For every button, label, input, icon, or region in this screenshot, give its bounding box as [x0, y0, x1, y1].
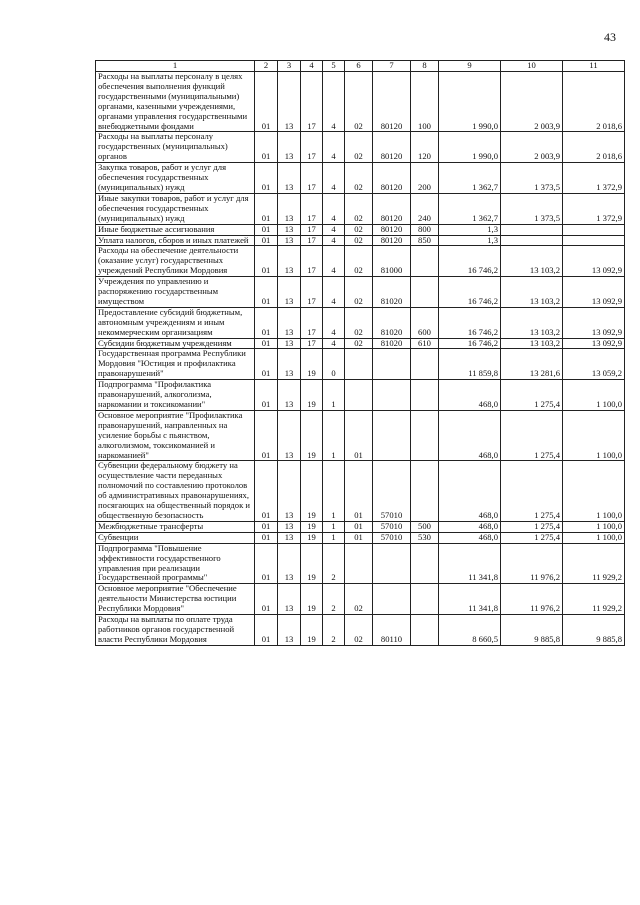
code-2-cell: 01: [255, 584, 278, 615]
amount-9-cell: 1 362,7: [439, 163, 501, 194]
amount-10-cell: 2 003,9: [501, 72, 563, 132]
code-6-cell: 02: [345, 132, 373, 163]
code-5-cell: 2: [323, 584, 345, 615]
amount-10-cell: 1 275,4: [501, 461, 563, 521]
code-2-cell: 01: [255, 163, 278, 194]
amount-10-cell: 11 976,2: [501, 584, 563, 615]
amount-9-cell: 468,0: [439, 410, 501, 461]
code-4-cell: 17: [301, 307, 323, 338]
code-4-cell: 17: [301, 193, 323, 224]
table-row: [96, 380, 625, 411]
code-5-cell: 4: [323, 307, 345, 338]
code-6-cell: 02: [345, 338, 373, 349]
code-3-cell: 13: [278, 349, 301, 380]
item-name-cell: Основное мероприятие "Профилактика правонарушений, направленных на усиление борьбы с пьянством, алкоголизмом, токсикоманией и наркоманией": [96, 410, 255, 461]
item-name-cell: Расходы на обеспечение деятельности (оказание услуг) государственных учреждений Республики Мордовия: [96, 246, 255, 277]
code-5-cell: 4: [323, 338, 345, 349]
code-7-cell: 81020: [373, 277, 411, 308]
column-header: 9: [439, 61, 501, 72]
amount-11-cell: 1 100,0: [563, 410, 625, 461]
item-name-cell: Закупка товаров, работ и услуг для обеспечения государственных (муниципальных) нужд: [96, 163, 255, 194]
amount-10-cell: 13 103,2: [501, 338, 563, 349]
amount-10-cell: 13 281,6: [501, 349, 563, 380]
table-row: [96, 307, 625, 338]
code-7-cell: 80120: [373, 132, 411, 163]
item-name-cell: Уплата налогов, сборов и иных платежей: [96, 235, 255, 246]
amount-9-cell: 468,0: [439, 461, 501, 521]
item-name-cell: Подпрограмма "Профилактика правонарушений, алкоголизма, наркомании и токсикомании": [96, 380, 255, 411]
table-row: [96, 461, 625, 521]
amount-11-cell: 1 372,9: [563, 163, 625, 194]
table-row: [96, 224, 625, 235]
code-5-cell: 2: [323, 615, 345, 646]
amount-10-cell: 1 275,4: [501, 380, 563, 411]
code-5-cell: 4: [323, 246, 345, 277]
code-2-cell: 01: [255, 521, 278, 532]
code-7-cell: 57010: [373, 461, 411, 521]
code-8-cell: [411, 277, 439, 308]
amount-9-cell: 468,0: [439, 521, 501, 532]
code-7-cell: 80110: [373, 615, 411, 646]
code-8-cell: 500: [411, 521, 439, 532]
code-3-cell: 13: [278, 132, 301, 163]
item-name-cell: Подпрограмма "Повышение эффективности государственного управления при реализации Государственной программы": [96, 543, 255, 584]
code-8-cell: [411, 543, 439, 584]
code-2-cell: 01: [255, 338, 278, 349]
code-7-cell: 80120: [373, 235, 411, 246]
column-header: 2: [255, 61, 278, 72]
amount-11-cell: 13 092,9: [563, 277, 625, 308]
amount-10-cell: 1 275,4: [501, 410, 563, 461]
code-6-cell: [345, 349, 373, 380]
code-6-cell: [345, 380, 373, 411]
amount-11-cell: 1 100,0: [563, 521, 625, 532]
amount-9-cell: 1,3: [439, 224, 501, 235]
code-2-cell: 01: [255, 349, 278, 380]
code-3-cell: 13: [278, 235, 301, 246]
code-8-cell: 610: [411, 338, 439, 349]
code-6-cell: 02: [345, 163, 373, 194]
amount-11-cell: 9 885,8: [563, 615, 625, 646]
table-row: [96, 277, 625, 308]
amount-9-cell: 1 362,7: [439, 193, 501, 224]
item-name-cell: Расходы на выплаты по оплате труда работников органов государственной власти Республики Мордовия: [96, 615, 255, 646]
amount-11-cell: 11 929,2: [563, 543, 625, 584]
amount-11-cell: 1 372,9: [563, 193, 625, 224]
item-name-cell: Государственная программа Республики Мордовия "Юстиция и профилактика правонарушений": [96, 349, 255, 380]
code-8-cell: 600: [411, 307, 439, 338]
amount-9-cell: 11 859,8: [439, 349, 501, 380]
code-7-cell: [373, 543, 411, 584]
code-5-cell: 4: [323, 224, 345, 235]
code-4-cell: 19: [301, 532, 323, 543]
column-header: 10: [501, 61, 563, 72]
amount-11-cell: 2 018,6: [563, 72, 625, 132]
code-2-cell: 01: [255, 277, 278, 308]
code-8-cell: 120: [411, 132, 439, 163]
code-4-cell: 19: [301, 410, 323, 461]
code-8-cell: 100: [411, 72, 439, 132]
amount-10-cell: 1 275,4: [501, 532, 563, 543]
code-3-cell: 13: [278, 193, 301, 224]
code-5-cell: 1: [323, 380, 345, 411]
amount-9-cell: 1 990,0: [439, 72, 501, 132]
amount-11-cell: 2 018,6: [563, 132, 625, 163]
code-7-cell: [373, 410, 411, 461]
code-3-cell: 13: [278, 461, 301, 521]
code-2-cell: 01: [255, 410, 278, 461]
code-2-cell: 01: [255, 543, 278, 584]
code-4-cell: 17: [301, 224, 323, 235]
page-number: 43: [604, 30, 616, 44]
code-2-cell: 01: [255, 72, 278, 132]
code-6-cell: 01: [345, 410, 373, 461]
code-3-cell: 13: [278, 307, 301, 338]
code-4-cell: 19: [301, 615, 323, 646]
code-4-cell: 17: [301, 163, 323, 194]
code-5-cell: 1: [323, 532, 345, 543]
code-7-cell: [373, 349, 411, 380]
code-7-cell: [373, 380, 411, 411]
amount-11-cell: 13 092,9: [563, 338, 625, 349]
code-5-cell: 1: [323, 461, 345, 521]
amount-10-cell: [501, 224, 563, 235]
code-5-cell: 4: [323, 163, 345, 194]
code-7-cell: 57010: [373, 521, 411, 532]
amount-11-cell: [563, 235, 625, 246]
code-5-cell: 0: [323, 349, 345, 380]
code-8-cell: 200: [411, 163, 439, 194]
table-row: [96, 246, 625, 277]
amount-9-cell: 16 746,2: [439, 338, 501, 349]
code-3-cell: 13: [278, 532, 301, 543]
code-6-cell: 02: [345, 235, 373, 246]
code-7-cell: [373, 584, 411, 615]
column-header: 4: [301, 61, 323, 72]
code-5-cell: 4: [323, 277, 345, 308]
item-name-cell: Основное мероприятие "Обеспечение деятельности Министерства юстиции Республики Мордовия": [96, 584, 255, 615]
column-header: 8: [411, 61, 439, 72]
code-3-cell: 13: [278, 163, 301, 194]
code-8-cell: [411, 584, 439, 615]
code-6-cell: 02: [345, 615, 373, 646]
code-6-cell: 02: [345, 307, 373, 338]
item-name-cell: Иные бюджетные ассигнования: [96, 224, 255, 235]
code-8-cell: [411, 380, 439, 411]
column-header: 7: [373, 61, 411, 72]
code-2-cell: 01: [255, 615, 278, 646]
table-body: [96, 72, 625, 646]
amount-11-cell: 13 059,2: [563, 349, 625, 380]
amount-11-cell: [563, 224, 625, 235]
code-8-cell: 530: [411, 532, 439, 543]
code-5-cell: 4: [323, 193, 345, 224]
code-4-cell: 17: [301, 246, 323, 277]
code-4-cell: 19: [301, 521, 323, 532]
code-3-cell: 13: [278, 380, 301, 411]
code-4-cell: 17: [301, 72, 323, 132]
code-7-cell: 80120: [373, 224, 411, 235]
amount-11-cell: 1 100,0: [563, 532, 625, 543]
code-6-cell: [345, 543, 373, 584]
item-name-cell: Предоставление субсидий бюджетным, автономным учреждениям и иным некоммерческим организациям: [96, 307, 255, 338]
code-8-cell: [411, 246, 439, 277]
code-4-cell: 17: [301, 277, 323, 308]
amount-10-cell: 1 373,5: [501, 163, 563, 194]
code-2-cell: 01: [255, 380, 278, 411]
code-6-cell: 02: [345, 584, 373, 615]
code-8-cell: [411, 349, 439, 380]
amount-10-cell: 13 103,2: [501, 277, 563, 308]
code-4-cell: 19: [301, 543, 323, 584]
code-8-cell: 850: [411, 235, 439, 246]
code-5-cell: 4: [323, 72, 345, 132]
code-3-cell: 13: [278, 615, 301, 646]
code-3-cell: 13: [278, 543, 301, 584]
column-header: 3: [278, 61, 301, 72]
table-row: [96, 235, 625, 246]
amount-10-cell: 1 373,5: [501, 193, 563, 224]
amount-9-cell: 16 746,2: [439, 277, 501, 308]
table-row: [96, 349, 625, 380]
code-6-cell: 02: [345, 277, 373, 308]
code-6-cell: 02: [345, 72, 373, 132]
code-2-cell: 01: [255, 193, 278, 224]
code-3-cell: 13: [278, 584, 301, 615]
code-5-cell: 4: [323, 132, 345, 163]
code-7-cell: 80120: [373, 72, 411, 132]
column-header: 6: [345, 61, 373, 72]
column-header: 5: [323, 61, 345, 72]
amount-11-cell: 13 092,9: [563, 246, 625, 277]
code-2-cell: 01: [255, 461, 278, 521]
header-row: [96, 61, 625, 72]
amount-9-cell: 1,3: [439, 235, 501, 246]
code-2-cell: 01: [255, 307, 278, 338]
item-name-cell: Иные закупки товаров, работ и услуг для обеспечения государственных (муниципальных) нужд: [96, 193, 255, 224]
amount-9-cell: 11 341,8: [439, 584, 501, 615]
amount-11-cell: 11 929,2: [563, 584, 625, 615]
code-2-cell: 01: [255, 235, 278, 246]
amount-10-cell: 13 103,2: [501, 246, 563, 277]
amount-9-cell: 8 660,5: [439, 615, 501, 646]
table-row: [96, 584, 625, 615]
code-8-cell: [411, 461, 439, 521]
code-6-cell: 02: [345, 224, 373, 235]
amount-9-cell: 468,0: [439, 532, 501, 543]
column-header: 11: [563, 61, 625, 72]
amount-9-cell: 468,0: [439, 380, 501, 411]
amount-9-cell: 16 746,2: [439, 246, 501, 277]
code-4-cell: 19: [301, 461, 323, 521]
table-row: [96, 338, 625, 349]
code-7-cell: 57010: [373, 532, 411, 543]
code-6-cell: 02: [345, 193, 373, 224]
code-2-cell: 01: [255, 132, 278, 163]
code-2-cell: 01: [255, 532, 278, 543]
code-7-cell: 81020: [373, 338, 411, 349]
code-5-cell: 1: [323, 521, 345, 532]
code-3-cell: 13: [278, 72, 301, 132]
code-4-cell: 17: [301, 338, 323, 349]
code-6-cell: 01: [345, 461, 373, 521]
table-row: [96, 163, 625, 194]
table-row: [96, 615, 625, 646]
amount-9-cell: 11 341,8: [439, 543, 501, 584]
amount-10-cell: 9 885,8: [501, 615, 563, 646]
amount-10-cell: 1 275,4: [501, 521, 563, 532]
code-8-cell: 240: [411, 193, 439, 224]
table-row: [96, 410, 625, 461]
amount-10-cell: 13 103,2: [501, 307, 563, 338]
code-7-cell: 80120: [373, 163, 411, 194]
code-3-cell: 13: [278, 410, 301, 461]
amount-10-cell: [501, 235, 563, 246]
code-8-cell: [411, 410, 439, 461]
table-row: [96, 543, 625, 584]
code-5-cell: 4: [323, 235, 345, 246]
item-name-cell: Межбюджетные трансферты: [96, 521, 255, 532]
table-row: [96, 132, 625, 163]
code-3-cell: 13: [278, 338, 301, 349]
item-name-cell: Расходы на выплаты персоналу государственных (муниципальных) органов: [96, 132, 255, 163]
amount-11-cell: 13 092,9: [563, 307, 625, 338]
item-name-cell: Субсидии бюджетным учреждениям: [96, 338, 255, 349]
amount-10-cell: 11 976,2: [501, 543, 563, 584]
code-7-cell: 80120: [373, 193, 411, 224]
amount-11-cell: 1 100,0: [563, 380, 625, 411]
code-5-cell: 2: [323, 543, 345, 584]
amount-10-cell: 2 003,9: [501, 132, 563, 163]
code-7-cell: 81000: [373, 246, 411, 277]
item-name-cell: Субвенции федеральному бюджету на осуществление части переданных полномочий по составлению протоколов об административных правонарушениях, посягающих на общественный порядок и общественную безопасность: [96, 461, 255, 521]
item-name-cell: Субвенции: [96, 532, 255, 543]
code-4-cell: 17: [301, 132, 323, 163]
code-3-cell: 13: [278, 224, 301, 235]
item-name-cell: Расходы на выплаты персоналу в целях обеспечения выполнения функций государственными (муниципальными) органами, казенными учреждениями, органами управления государственными внебюджетными фондами: [96, 72, 255, 132]
item-name-cell: Учреждения по управлению и распоряжению государственным имуществом: [96, 277, 255, 308]
budget-table: [95, 60, 625, 646]
table-row: [96, 72, 625, 132]
table-row: [96, 532, 625, 543]
code-2-cell: 01: [255, 224, 278, 235]
column-header: 1: [96, 61, 255, 72]
code-4-cell: 19: [301, 584, 323, 615]
code-2-cell: 01: [255, 246, 278, 277]
amount-11-cell: 1 100,0: [563, 461, 625, 521]
table-row: [96, 193, 625, 224]
code-4-cell: 19: [301, 349, 323, 380]
code-6-cell: 02: [345, 246, 373, 277]
amount-9-cell: 1 990,0: [439, 132, 501, 163]
code-5-cell: 1: [323, 410, 345, 461]
code-3-cell: 13: [278, 277, 301, 308]
code-4-cell: 19: [301, 380, 323, 411]
code-4-cell: 17: [301, 235, 323, 246]
table-row: [96, 521, 625, 532]
code-7-cell: 81020: [373, 307, 411, 338]
code-6-cell: 01: [345, 532, 373, 543]
code-8-cell: [411, 615, 439, 646]
amount-9-cell: 16 746,2: [439, 307, 501, 338]
code-8-cell: 800: [411, 224, 439, 235]
code-6-cell: 01: [345, 521, 373, 532]
code-3-cell: 13: [278, 246, 301, 277]
code-3-cell: 13: [278, 521, 301, 532]
